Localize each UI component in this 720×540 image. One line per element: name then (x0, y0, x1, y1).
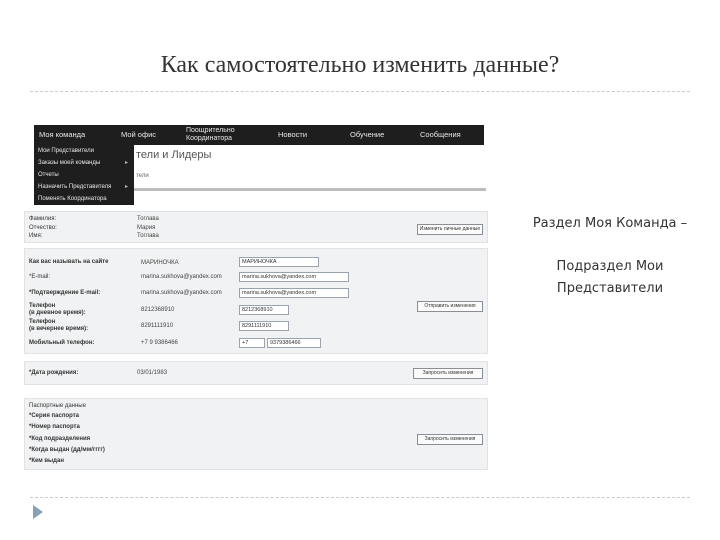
tab-messages[interactable]: Сообщения (420, 130, 461, 139)
field-label-passport-number: *Номер паспорта (29, 424, 80, 430)
tab-training[interactable]: Обучение (350, 130, 385, 139)
first-name-value: Тоглава (137, 233, 159, 239)
menu-item-team-orders-label: Заказы моей команды (38, 160, 101, 166)
email-input[interactable]: marina.sukhova@yandex.com (239, 272, 349, 282)
day-phone-label-line1: Телефон (29, 303, 56, 309)
tab-incentive-line1: Поощрительно (186, 127, 235, 134)
email-confirm-input[interactable]: marina.sukhova@yandex.com (239, 288, 349, 298)
day-phone-input[interactable]: 8212368910 (239, 305, 289, 315)
menu-item-my-representatives[interactable]: Мои Представители (38, 148, 95, 154)
tab-news[interactable]: Новости (278, 130, 308, 139)
menu-item-assign-label: Назначить Представителя (38, 184, 112, 190)
evening-phone-label-line1: Телефон (29, 319, 56, 325)
evening-phone-input[interactable]: 8291111910 (239, 321, 289, 331)
display-name-value: МАРИНОЧКА (141, 260, 179, 266)
field-label-issued-by: *Кем выдан (29, 458, 64, 464)
my-team-dropdown (34, 145, 134, 205)
side-caption-line2: Подраздел Мои (556, 259, 664, 274)
slide-title: Как самостоятельно изменить данные? (160, 52, 560, 78)
birth-date-value: 03/01/1983 (137, 370, 168, 376)
field-label-department-code: *Код подразделения (29, 436, 91, 442)
side-caption-line1: Раздел Моя Команда – (532, 216, 688, 231)
contact-data-panel (24, 248, 488, 354)
field-label-email: *E-mail: (29, 274, 51, 280)
field-label-last-name: Фамилия: (29, 216, 57, 222)
birth-date-panel (24, 361, 488, 385)
submenu-arrow-icon: ▸ (124, 184, 128, 190)
email-value: marina.sukhova@yandex.com (141, 274, 222, 280)
request-birth-change-button[interactable]: Запросить изменения (413, 368, 483, 379)
passport-section-label: Паспортные данные (29, 403, 86, 409)
top-nav-bar (34, 125, 484, 145)
menu-item-change-coordinator[interactable]: Поменять Координатора (38, 196, 107, 202)
personal-data-panel (24, 211, 488, 243)
field-label-mobile-phone: Мобильный телефон: (29, 340, 95, 346)
tab-incentive-coordinator[interactable] (186, 127, 235, 147)
page-heading: тели и Лидеры (136, 149, 212, 161)
screenshot-region (24, 123, 486, 471)
heading-shadow (134, 188, 486, 191)
last-name-value: Тоглава (137, 216, 159, 222)
evening-phone-label-line2: (в вечернее время): (29, 326, 89, 332)
display-name-input[interactable]: МАРИНОЧКА (239, 257, 319, 267)
patronymic-value: Мария (137, 225, 156, 231)
tab-my-team[interactable]: Моя команда (39, 130, 86, 139)
email-confirm-value: marina.sukhova@yandex.com (141, 290, 222, 296)
request-passport-change-button[interactable]: Запросить изменения (417, 434, 483, 445)
day-phone-label-line2: (в дневное время): (29, 310, 86, 316)
field-label-patronymic: Отчество: (29, 225, 57, 231)
tab-my-office[interactable]: Мой офис (121, 130, 157, 139)
field-label-day-phone (29, 303, 86, 317)
field-label-email-confirm: *Подтверждение E-mail: (29, 290, 101, 296)
field-label-first-name: Имя: (29, 233, 43, 239)
mobile-number-input[interactable]: 9379386466 (267, 338, 321, 348)
menu-item-assign-representative[interactable] (34, 181, 134, 193)
page-heading-area (134, 145, 486, 191)
bottom-divider (30, 497, 690, 498)
field-label-passport-series: *Серия паспорта (29, 413, 79, 419)
menu-item-reports[interactable]: Отчеты (38, 172, 59, 178)
passport-panel (24, 398, 488, 470)
field-label-display-name: Как вас называть на сайте (29, 259, 109, 265)
top-divider (30, 91, 690, 92)
field-label-birth-date: *Дата рождения: (29, 370, 79, 376)
evening-phone-value: 8291111910 (141, 323, 174, 329)
day-phone-value: 8212368910 (141, 307, 175, 313)
menu-item-team-orders[interactable] (34, 157, 134, 169)
field-label-evening-phone (29, 319, 88, 333)
tab-incentive-line2: Координатора (186, 135, 233, 142)
play-arrow-icon (33, 505, 43, 519)
field-label-issue-date: *Когда выдан (дд/мм/гггг) (29, 447, 105, 453)
page-subheading: тели (136, 173, 149, 179)
submenu-arrow-icon: ▸ (124, 160, 128, 166)
side-caption-line3: Представители (556, 281, 664, 296)
send-changes-button[interactable]: Отправить изменения (417, 301, 483, 312)
change-personal-data-button[interactable]: Изменить личные данные (417, 224, 483, 235)
mobile-phone-value: +7 9 9386466 (141, 340, 178, 346)
mobile-code-input[interactable]: +7 (239, 338, 265, 348)
